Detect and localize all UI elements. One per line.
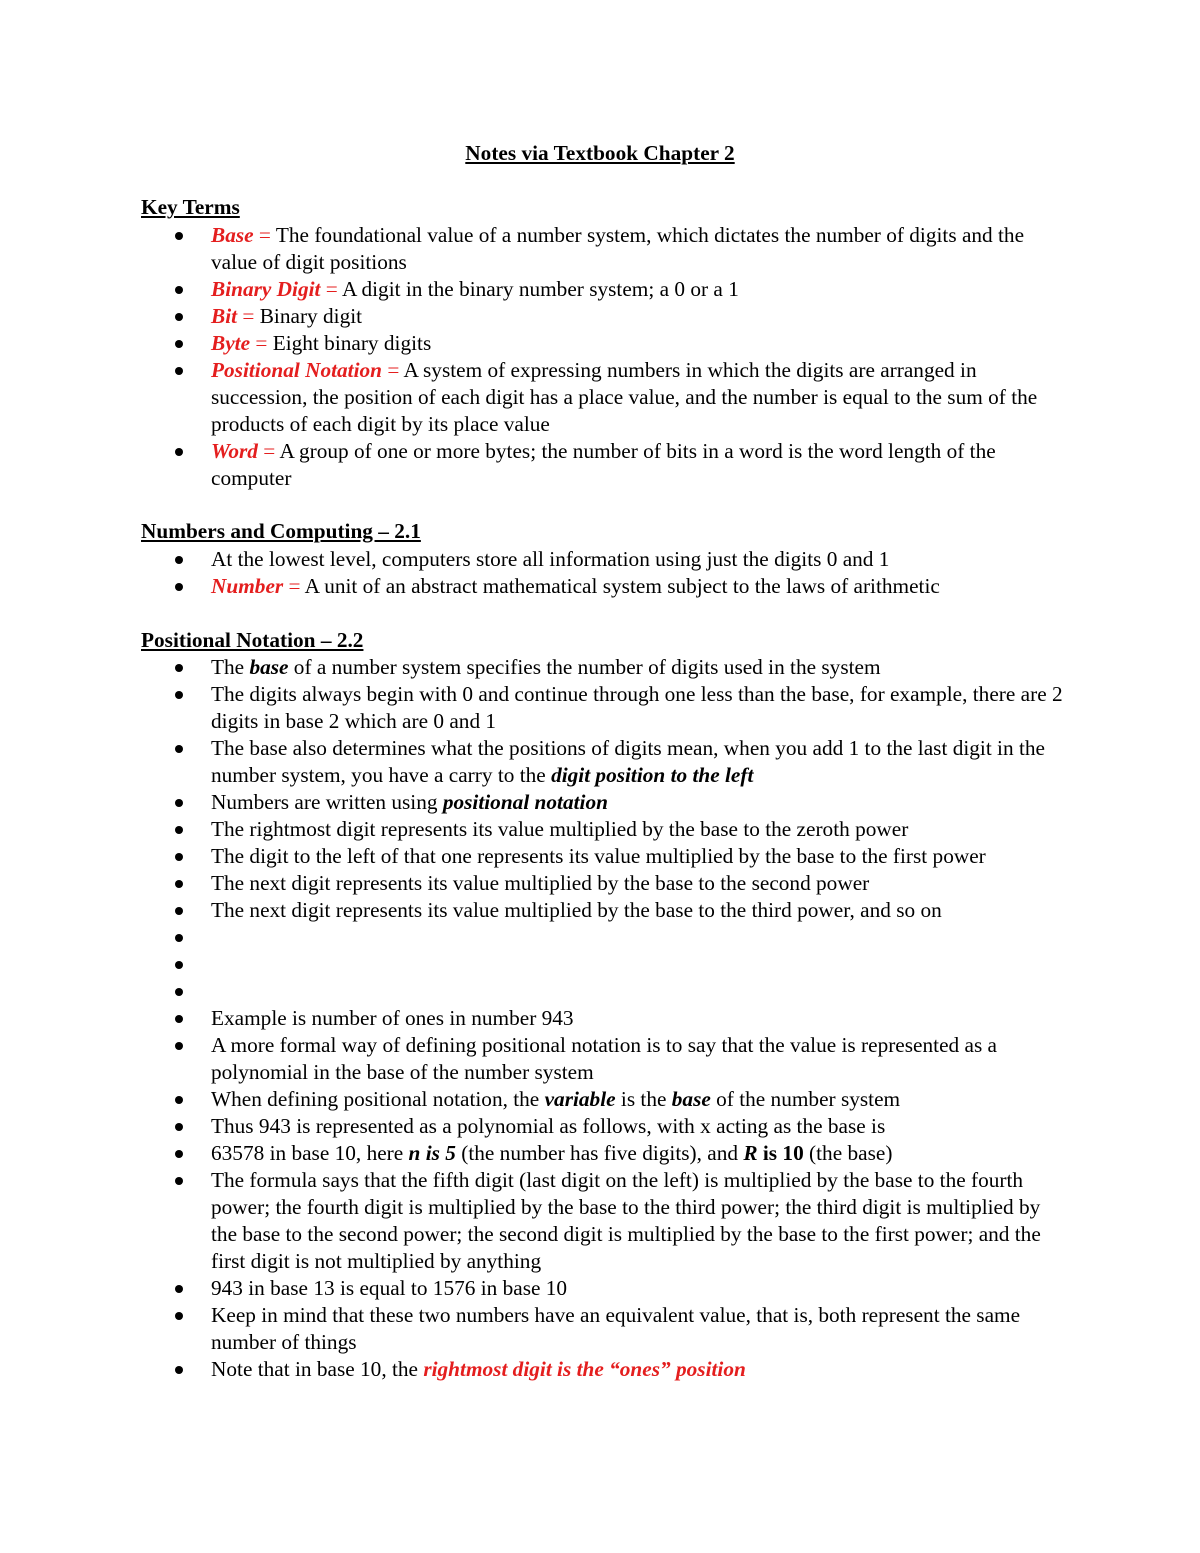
- list-item: The base of a number system specifies the number of digits used in the system: [141, 654, 1066, 681]
- list-item: When defining positional notation, the variable is the base of the number system: [141, 1086, 1066, 1113]
- list-item: Number = A unit of an abstract mathematical system subject to the laws of arithmetic: [141, 573, 1066, 600]
- list-item: The digit to the left of that one represents its value multiplied by the base to the first power: [141, 843, 1066, 870]
- list-item: The rightmost digit represents its value multiplied by the base to the zeroth power: [141, 816, 1066, 843]
- list-item: A more formal way of defining positional notation is to say that the value is represented as a polynomial in the base of the number system: [141, 1032, 1066, 1086]
- list-item: The digits always begin with 0 and continue through one less than the base, for example, there are 2 digits in base 2 which are 0 and 1: [141, 681, 1066, 735]
- list-item: The base also determines what the positions of digits mean, when you add 1 to the last digit in the number system, you have a carry to the digit position to the left: [141, 735, 1066, 789]
- list-item: At the lowest level, computers store all information using just the digits 0 and 1: [141, 546, 1066, 573]
- list-item: 943 in base 13 is equal to 1576 in base 10: [141, 1275, 1066, 1302]
- list-item-empty: [141, 924, 1066, 951]
- heading-numbers-and-computing: Numbers and Computing – 2.1: [141, 519, 421, 543]
- list-item: Bit = Binary digit: [141, 303, 1066, 330]
- list-item: Binary Digit = A digit in the binary number system; a 0 or a 1: [141, 276, 1066, 303]
- list-item: 63578 in base 10, here n is 5 (the number has five digits), and R is 10 (the base): [141, 1140, 1066, 1167]
- list-item: The next digit represents its value multiplied by the base to the second power: [141, 870, 1066, 897]
- list-item: The next digit represents its value multiplied by the base to the third power, and so on: [141, 897, 1066, 924]
- numbers-computing-list: [141, 546, 1066, 600]
- list-item: Note that in base 10, the rightmost digit is the “ones” position: [141, 1356, 1066, 1383]
- list-item: Numbers are written using positional notation: [141, 789, 1066, 816]
- list-item: Thus 943 is represented as a polynomial as follows, with x acting as the base is: [141, 1113, 1066, 1140]
- list-item: Base = The foundational value of a number system, which dictates the number of digits and the value of digit positions: [141, 222, 1066, 276]
- list-item: Example is number of ones in number 943: [141, 1005, 1066, 1032]
- list-item: The formula says that the fifth digit (last digit on the left) is multiplied by the base to the fourth power; the fourth digit is multiplied by the base to the third power; the third digit is multiplied by the base to the second power; the second digit is multiplied by the base to the first power; and the first digit is not multiplied by anything: [141, 1167, 1066, 1275]
- heading-positional-notation: Positional Notation – 2.2: [141, 628, 364, 652]
- list-item: Keep in mind that these two numbers have an equivalent value, that is, both represent the same number of things: [141, 1302, 1066, 1356]
- list-item-empty: [141, 978, 1066, 1005]
- heading-key-terms: Key Terms: [141, 195, 240, 219]
- list-item: Positional Notation = A system of expressing numbers in which the digits are arranged in succession, the position of each digit has a place value, and the number is equal to the sum of the products of each digit by its place value: [141, 357, 1066, 438]
- key-terms-list: [141, 222, 1066, 492]
- list-item: Word = A group of one or more bytes; the number of bits in a word is the word length of the computer: [141, 438, 1066, 492]
- list-item: Byte = Eight binary digits: [141, 330, 1066, 357]
- list-item-empty: [141, 951, 1066, 978]
- positional-notation-list: [141, 654, 1066, 1383]
- document-title: Notes via Textbook Chapter 2: [465, 141, 735, 165]
